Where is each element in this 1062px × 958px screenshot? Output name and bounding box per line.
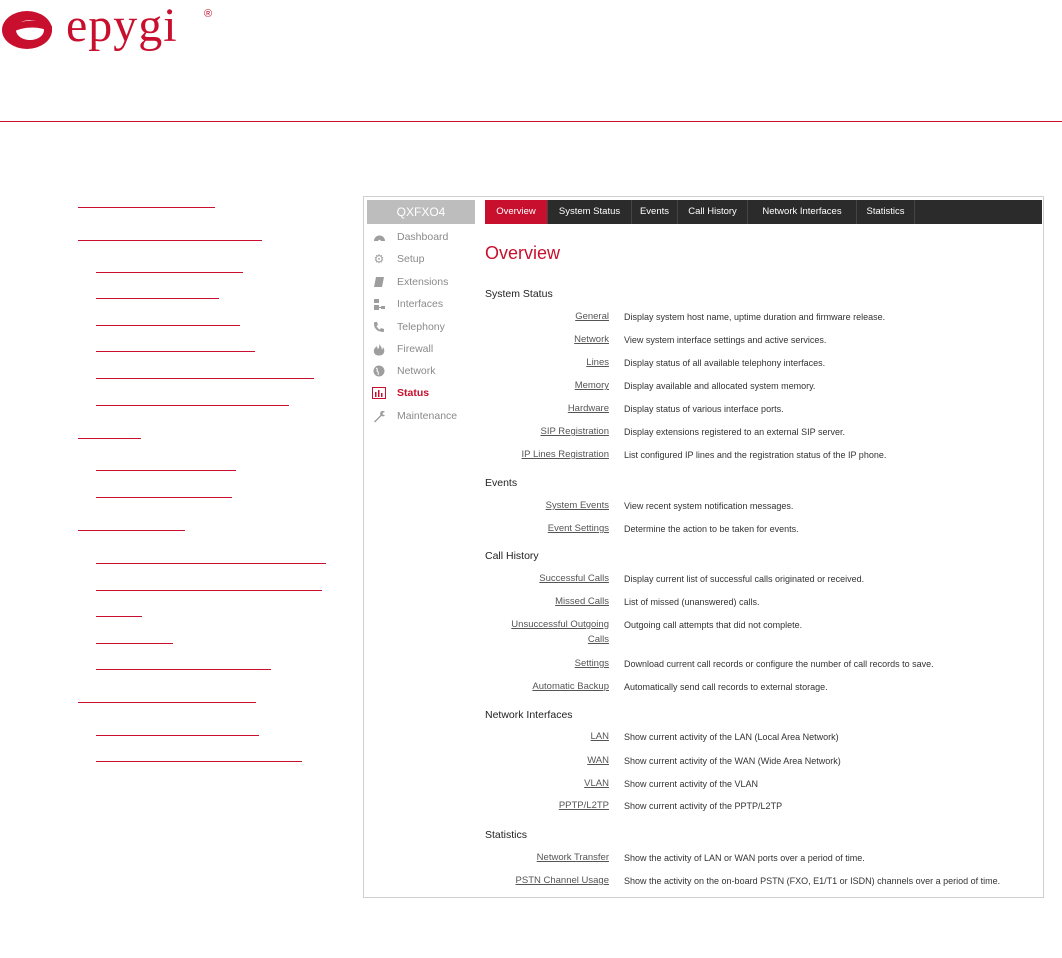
sidebar-item-label: Extensions <box>397 276 449 288</box>
wrench-icon <box>372 409 386 423</box>
toc-link[interactable] <box>96 470 236 471</box>
sidebar-item-label: Firewall <box>397 343 434 355</box>
tab-network-interfaces[interactable]: Network Interfaces <box>748 200 857 224</box>
link-general[interactable]: General <box>575 311 609 322</box>
sidebar-item-label: Status <box>397 387 430 399</box>
link-hardware[interactable]: Hardware <box>567 403 609 414</box>
sidebar-item-label: Interfaces <box>397 298 444 310</box>
content-panel <box>485 227 1042 895</box>
row-description: Show current activity of the PPTP/L2TP <box>624 801 783 811</box>
row-description: View system interface settings and active services. <box>624 335 827 345</box>
link-vlan[interactable]: VLAN <box>584 778 609 789</box>
row-description: Download current call records or configure the number of call records to save. <box>624 659 934 669</box>
row-description: View recent system notification messages. <box>624 501 794 511</box>
flame-icon <box>372 342 386 356</box>
link-successful-calls[interactable]: Successful Calls <box>539 573 609 584</box>
link-network-transfer[interactable]: Network Transfer <box>536 852 609 863</box>
toc-link[interactable] <box>96 669 271 670</box>
gear-icon: ⚙ <box>373 252 385 266</box>
bar-chart-icon <box>372 386 386 400</box>
row-description: Show current activity of the WAN (Wide Area Network) <box>624 756 841 766</box>
brand-wordmark: epygi <box>66 0 178 52</box>
sidebar-item-status[interactable] <box>372 383 484 403</box>
toc-link[interactable] <box>96 272 243 273</box>
toc-link[interactable] <box>96 643 173 644</box>
toc-link[interactable] <box>96 298 219 299</box>
toc <box>0 0 340 958</box>
link-settings[interactable]: Settings <box>574 658 609 669</box>
sidebar-item-label: Maintenance <box>397 410 458 422</box>
link-lines[interactable]: Lines <box>586 357 609 368</box>
toc-link[interactable] <box>78 240 262 241</box>
device-header: QXFXO4 <box>367 200 475 224</box>
row-description: Show current activity of the VLAN <box>624 779 759 789</box>
toc-link[interactable] <box>78 530 185 531</box>
row-description: Outgoing call attempts that did not complete. <box>624 620 803 630</box>
tab-call-history[interactable]: Call History <box>678 200 748 224</box>
link-memory[interactable]: Memory <box>574 380 609 391</box>
toc-link[interactable] <box>78 702 256 703</box>
sidebar-item-label: Telephony <box>397 321 445 333</box>
toc-link[interactable] <box>96 616 142 617</box>
sidebar <box>364 197 484 897</box>
sidebar-item-network[interactable] <box>372 361 484 381</box>
link-unsuccessful-outgoing-calls-line2[interactable]: Calls <box>587 634 609 645</box>
section-heading: System Status <box>485 288 553 300</box>
sidebar-item-dashboard[interactable] <box>372 227 484 247</box>
dashboard-icon <box>372 230 386 244</box>
sidebar-item-maintenance[interactable] <box>372 406 484 426</box>
toc-link[interactable] <box>96 405 289 406</box>
toc-link[interactable] <box>96 761 302 762</box>
link-unsuccessful-outgoing-calls[interactable]: Unsuccessful Outgoing <box>511 619 609 630</box>
row-description: Determine the action to be taken for events. <box>624 524 799 534</box>
toc-link[interactable] <box>96 351 255 352</box>
tab-system-status[interactable]: System Status <box>548 200 632 224</box>
toc-link[interactable] <box>96 563 326 564</box>
book-icon <box>372 275 386 289</box>
row-description: Show the activity on the on-board PSTN (FXO, E1/T1 or ISDN) channels over a period of time. <box>624 876 1001 886</box>
link-event-settings[interactable]: Event Settings <box>547 523 609 534</box>
phone-icon <box>372 320 386 334</box>
row-description: Display status of all available telephony interfaces. <box>624 358 826 368</box>
sidebar-item-extensions[interactable] <box>372 272 484 292</box>
tab-bar <box>485 200 1042 224</box>
toc-link[interactable] <box>78 438 141 439</box>
section-heading: Statistics <box>485 829 528 841</box>
toc-link[interactable] <box>96 590 322 591</box>
row-description: Display current list of successful calls originated or received. <box>624 574 865 584</box>
globe-icon <box>372 364 386 378</box>
link-wan[interactable]: WAN <box>587 755 609 766</box>
row-description: List configured IP lines and the registration status of the IP phone. <box>624 450 887 460</box>
link-network[interactable]: Network <box>574 334 609 345</box>
section-heading: Events <box>485 477 518 489</box>
page-title: Overview <box>485 243 561 263</box>
row-description: Display status of various interface ports. <box>624 404 784 414</box>
registered-mark: ® <box>204 8 213 20</box>
row-description: Show current activity of the LAN (Local Area Network) <box>624 732 839 742</box>
link-pptp-l2tp[interactable]: PPTP/L2TP <box>558 800 609 811</box>
row-description: Display available and allocated system memory. <box>624 381 816 391</box>
sidebar-item-firewall[interactable] <box>372 339 484 359</box>
sidebar-item-label: Setup <box>397 253 425 265</box>
row-description: Automatically send call records to external storage. <box>624 682 828 692</box>
toc-link[interactable] <box>96 325 240 326</box>
sidebar-item-label: Dashboard <box>397 231 449 243</box>
sidebar-item-telephony[interactable] <box>372 317 484 337</box>
row-description: List of missed (unanswered) calls. <box>624 597 760 607</box>
link-ip-lines-registration[interactable]: IP Lines Registration <box>521 449 609 460</box>
sidebar-item-interfaces[interactable] <box>372 294 484 314</box>
tab-overview[interactable]: Overview <box>485 200 548 224</box>
sidebar-item-label: Network <box>397 365 436 377</box>
tab-statistics[interactable]: Statistics <box>857 200 915 224</box>
toc-link[interactable] <box>96 497 232 498</box>
link-lan[interactable]: LAN <box>590 731 609 742</box>
section-heading: Call History <box>485 550 539 562</box>
link-system-events[interactable]: System Events <box>545 500 609 511</box>
toc-link[interactable] <box>96 378 314 379</box>
network-tree-icon <box>372 297 386 311</box>
link-missed-calls[interactable]: Missed Calls <box>555 596 609 607</box>
web-ui-screenshot <box>363 196 1044 898</box>
row-description: Show the activity of LAN or WAN ports over a period of time. <box>624 853 865 863</box>
row-description: Display system host name, uptime duration and firmware release. <box>624 312 886 322</box>
link-sip-registration[interactable]: SIP Registration <box>540 426 609 437</box>
section-heading: Network Interfaces <box>485 709 573 721</box>
link-pstn-channel-usage[interactable]: PSTN Channel Usage <box>515 875 609 886</box>
sidebar-item-setup[interactable] <box>372 249 484 269</box>
tab-events[interactable]: Events <box>632 200 678 224</box>
link-automatic-backup[interactable]: Automatic Backup <box>532 681 609 692</box>
row-description: Display extensions registered to an external SIP server. <box>624 427 845 437</box>
toc-link[interactable] <box>78 207 215 208</box>
toc-link[interactable] <box>96 735 259 736</box>
